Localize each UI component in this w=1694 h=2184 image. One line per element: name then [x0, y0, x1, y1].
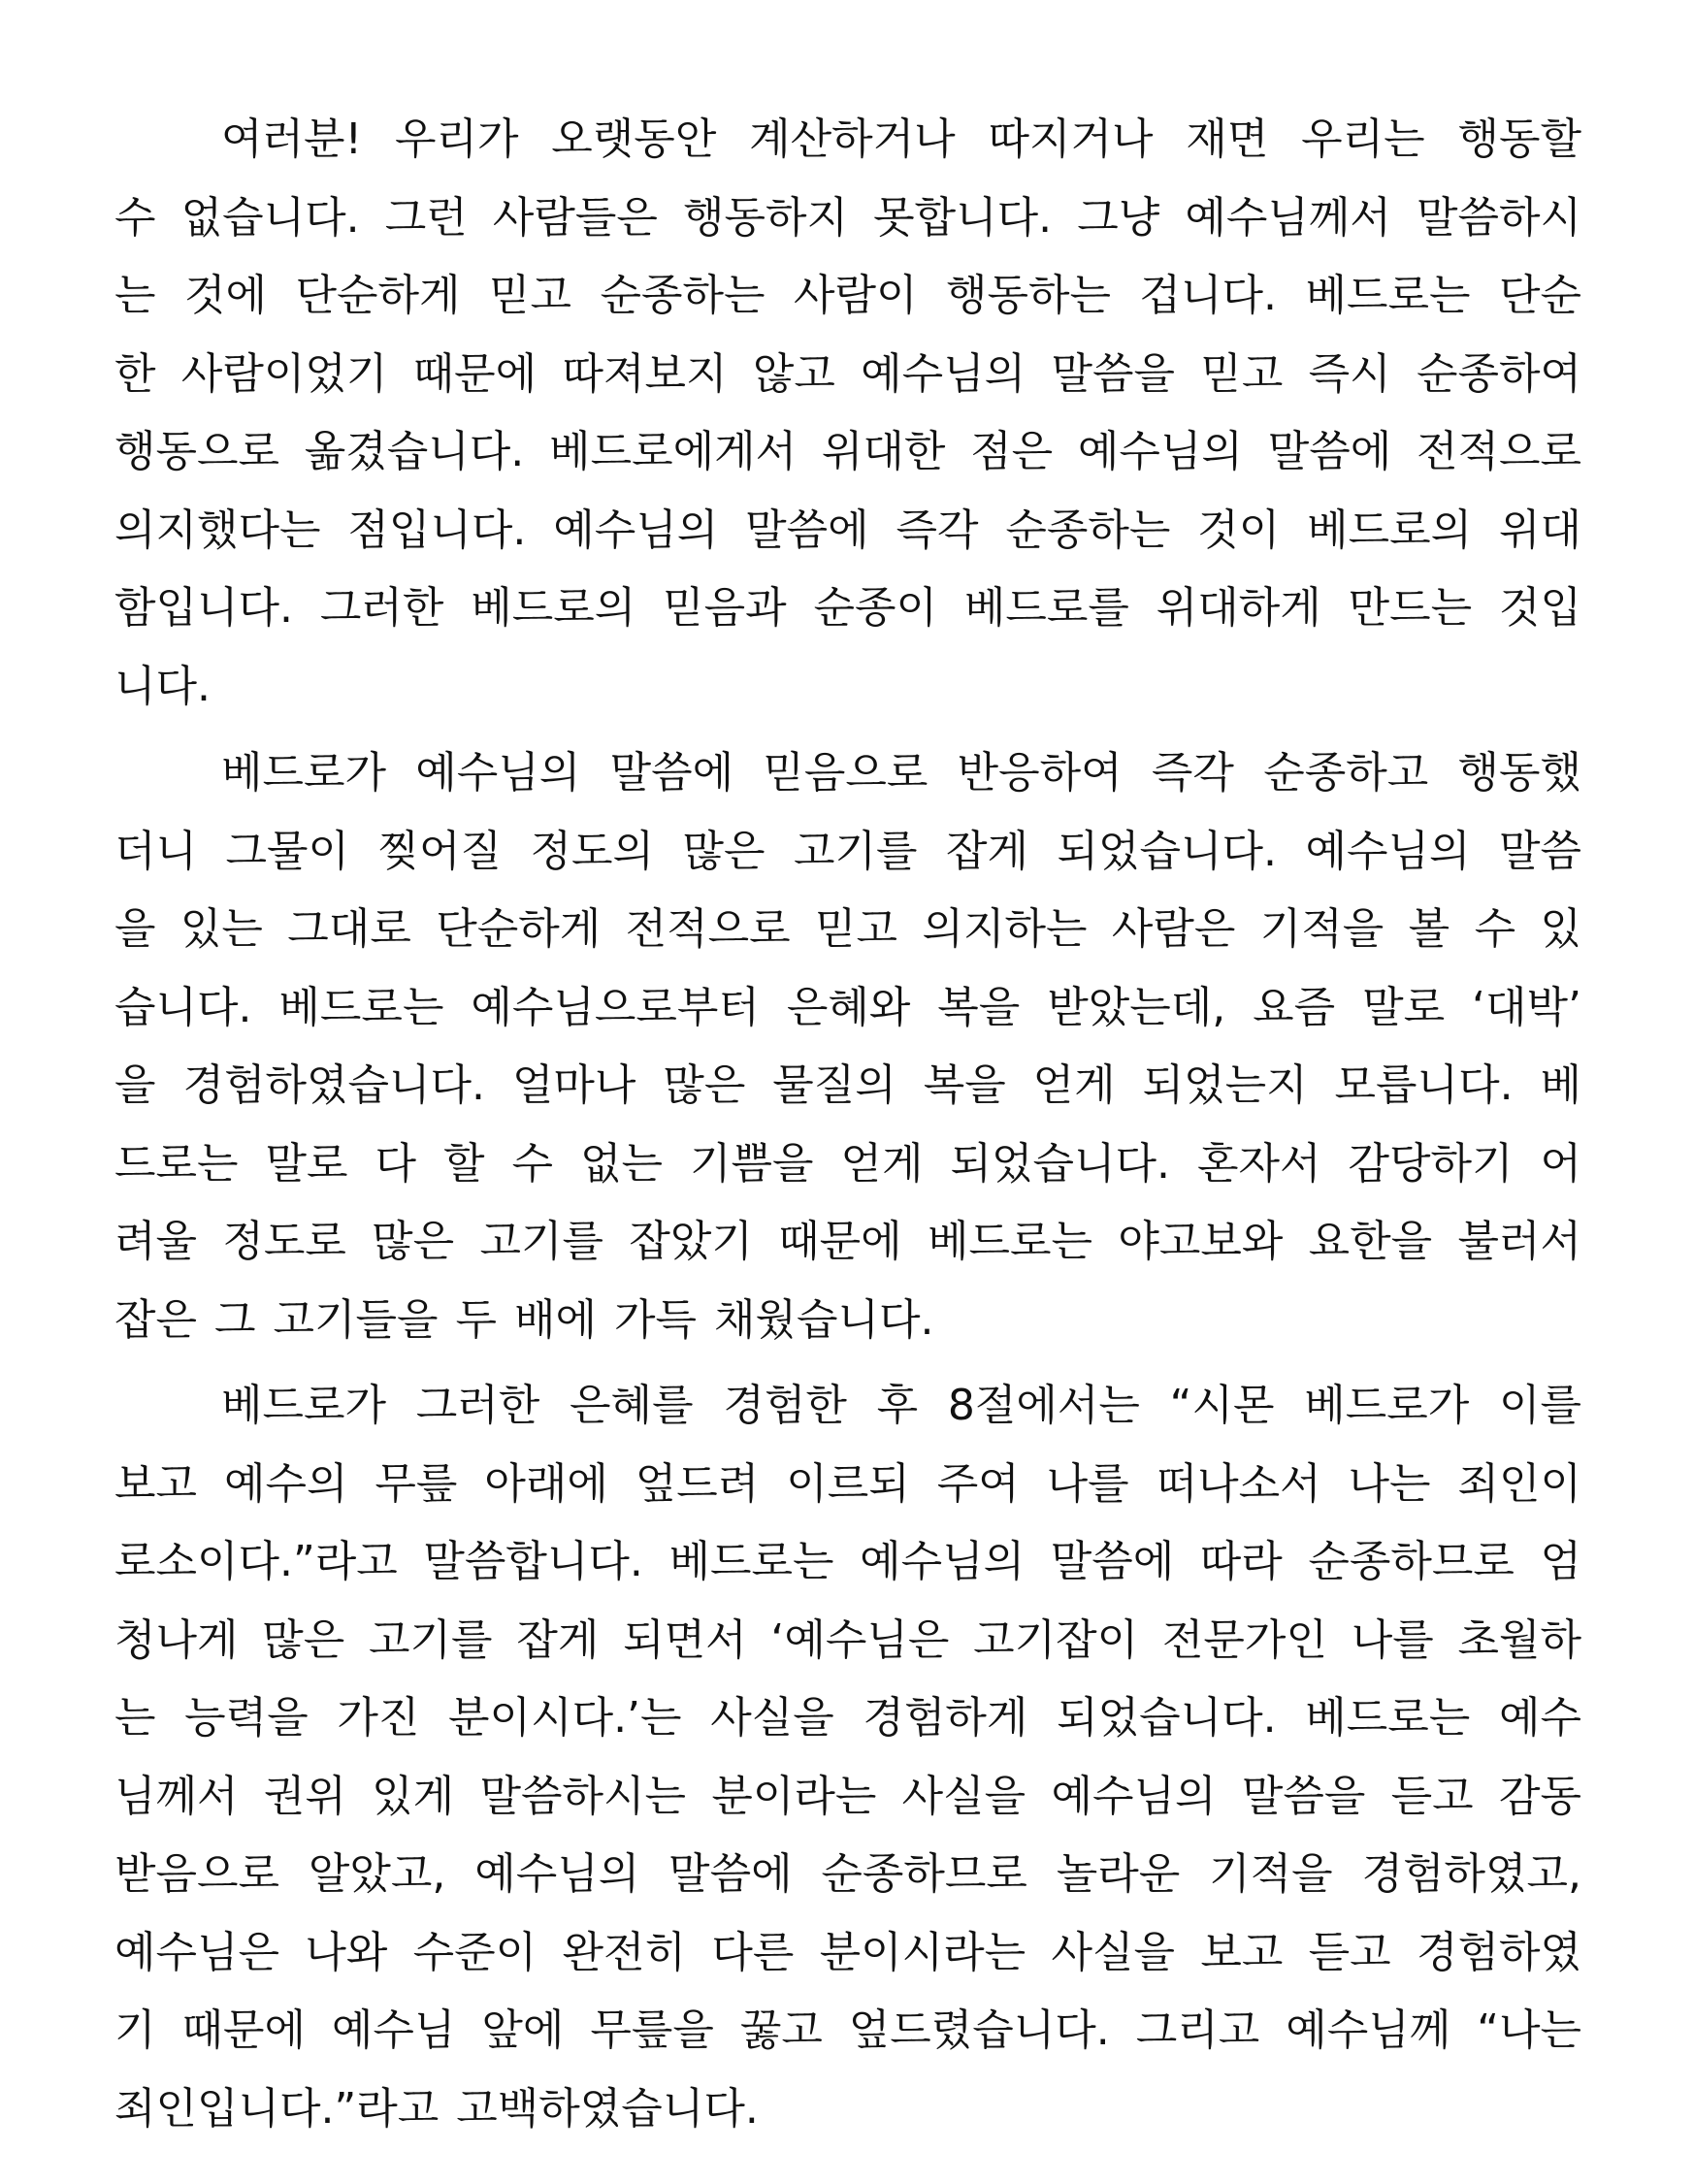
text-line: 기 때문에 예수님 앞에 무릎을 꿇고 엎드렸습니다. 그리고 예수님께 “나는: [114, 2005, 1581, 2055]
text-line: 습니다. 베드로는 예수님으로부터 은혜와 복을 받았는데, 요즘 말로 ‘대박’: [114, 982, 1581, 1032]
text-line: 수 없습니다. 그런 사람들은 행동하지 못합니다. 그냥 예수님께서 말씀하시: [114, 192, 1581, 243]
text-line: 니다.: [114, 661, 211, 711]
paragraph-3: [114, 1367, 1581, 2148]
text-line: 예수님은 나와 수준이 완전히 다른 분이시라는 사실을 보고 듣고 경험하였: [114, 1927, 1581, 1977]
text-line: 베드로가 그러한 은혜를 경험한 후 8절에서는 “시몬 베드로가 이를: [221, 1381, 1581, 1430]
paragraph-2: [114, 734, 1581, 1359]
text-line: 보고 예수의 무릎 아래에 엎드려 이르되 주여 나를 떠나소서 나는 죄인이: [114, 1458, 1581, 1509]
text-line: 는 것에 단순하게 믿고 순종하는 사람이 행동하는 겁니다. 베드로는 단순: [114, 271, 1581, 320]
paragraph-1: [114, 101, 1581, 726]
text-line: 청나게 많은 고기를 잡게 되면서 ‘예수님은 고기잡이 전문가인 나를 초월하: [114, 1614, 1581, 1665]
text-line: 행동으로 옮겼습니다. 베드로에게서 위대한 점은 예수님의 말씀에 전적으로: [114, 427, 1581, 476]
text-line: 받음으로 알았고, 예수님의 말씀에 순종하므로 놀라운 기적을 경험하였고,: [114, 1849, 1581, 1899]
text-line: 베드로가 예수님의 말씀에 믿음으로 반응하여 즉각 순종하고 행동했: [221, 748, 1581, 798]
text-line: 려울 정도로 많은 고기를 잡았기 때문에 베드로는 야고보와 요한을 불러서: [114, 1217, 1581, 1266]
text-line: 함입니다. 그러한 베드로의 믿음과 순종이 베드로를 위대하게 만드는 것입: [114, 583, 1581, 633]
text-line: 더니 그물이 찢어질 정도의 많은 고기를 잡게 되었습니다. 예수님의 말씀: [114, 826, 1581, 876]
text-line: 로소이다.”라고 말씀합니다. 베드로는 예수님의 말씀에 따라 순종하므로 엄: [114, 1537, 1581, 1586]
text-line: 을 있는 그대로 단순하게 전적으로 믿고 의지하는 사람은 기적을 볼 수 있: [114, 904, 1581, 954]
text-line: 여러분! 우리가 오랫동안 계산하거나 따지거나 재면 우리는 행동할: [221, 114, 1581, 164]
text-line: 드로는 말로 다 할 수 없는 기쁨을 얻게 되었습니다. 혼자서 감당하기 어: [114, 1138, 1581, 1189]
text-line: 잡은 그 고기들을 두 배에 가득 채웠습니다.: [114, 1294, 934, 1345]
text-line: 죄인입니다.”라고 고백하였습니다.: [114, 2083, 759, 2134]
text-line: 의지했다는 점입니다. 예수님의 말씀에 즉각 순종하는 것이 베드로의 위대: [114, 505, 1581, 555]
text-line: 을 경험하였습니다. 얼마나 많은 물질의 복을 얻게 되었는지 모릅니다. 베: [114, 1060, 1581, 1110]
text-line: 는 능력을 가진 분이시다.’는 사실을 경험하게 되었습니다. 베드로는 예수: [114, 1693, 1581, 1743]
text-line: 님께서 권위 있게 말씀하시는 분이라는 사실을 예수님의 말씀을 듣고 감동: [114, 1771, 1581, 1821]
text-line: 한 사람이었기 때문에 따져보지 않고 예수님의 말씀을 믿고 즉시 순종하여: [114, 348, 1581, 399]
